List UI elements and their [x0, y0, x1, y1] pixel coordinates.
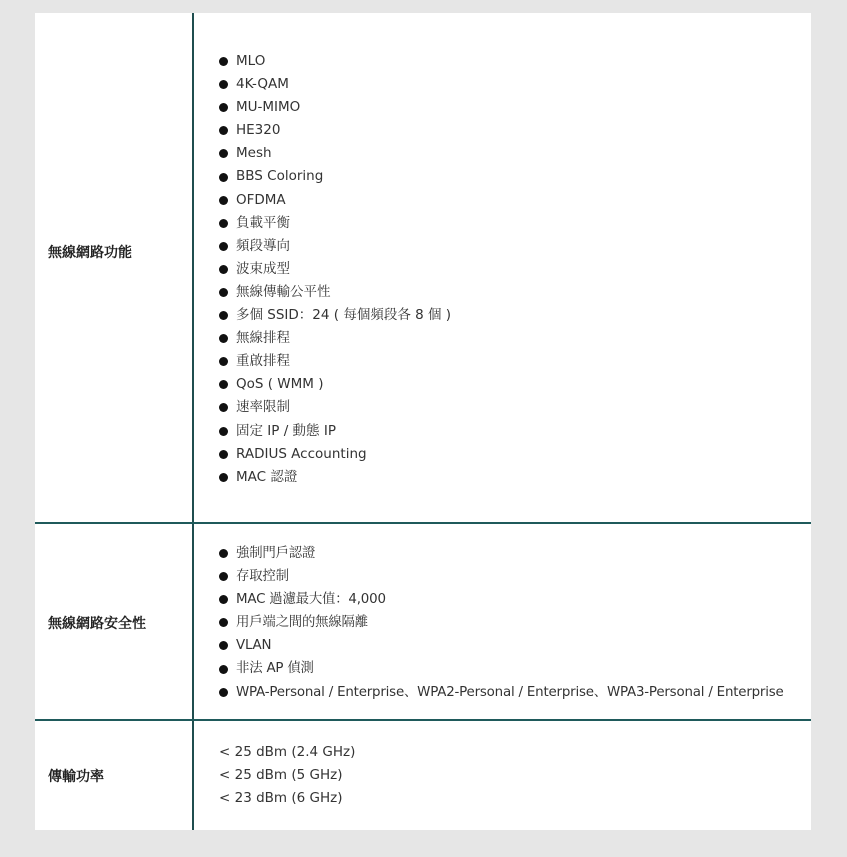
- list-item: [219, 50, 809, 73]
- list-item: [219, 327, 809, 350]
- bullet-icon: [219, 103, 228, 112]
- list-item-text: 多個 SSID：24 ( 每個頻段各 8 個 ): [236, 307, 452, 324]
- list-item-text: RADIUS Accounting: [236, 445, 367, 462]
- list-item: [219, 565, 809, 588]
- row-divider: [35, 719, 811, 721]
- list-item: [219, 96, 809, 119]
- list-item: [219, 73, 809, 96]
- bullet-icon: [219, 242, 228, 251]
- power-value: < 23 dBm (6 GHz): [219, 790, 343, 806]
- bullet-icon: [219, 357, 228, 366]
- wireless-features-list: [219, 50, 809, 489]
- transmit-power-cell: [219, 741, 809, 810]
- power-value: < 25 dBm (2.4 GHz): [219, 744, 356, 760]
- list-item-text: 負載平衡: [236, 214, 290, 231]
- list-item: [219, 634, 809, 657]
- list-item: [219, 304, 809, 327]
- list-item: [219, 420, 809, 443]
- bullet-icon: [219, 665, 228, 674]
- bullet-icon: [219, 196, 228, 205]
- list-item-text: 重啟排程: [236, 353, 290, 370]
- bullet-icon: [219, 80, 228, 89]
- list-item: [219, 350, 809, 373]
- list-item: [219, 443, 809, 466]
- list-item: [219, 657, 809, 680]
- list-item: [219, 681, 809, 704]
- list-item-text: 頻段導向: [236, 237, 290, 254]
- bullet-icon: [219, 572, 228, 581]
- bullet-icon: [219, 334, 228, 343]
- list-item-text: MU-MIMO: [236, 99, 301, 116]
- list-item: [219, 119, 809, 142]
- spec-table: [35, 13, 811, 830]
- list-item-text: 無線傳輸公平性: [236, 283, 331, 300]
- bullet-icon: [219, 311, 228, 320]
- bullet-icon: [219, 288, 228, 297]
- list-item-text: 強制門戶認證: [236, 546, 316, 561]
- list-item: [219, 396, 809, 419]
- list-item: [219, 373, 809, 396]
- list-item-text: VLAN: [236, 638, 272, 654]
- bullet-icon: [219, 641, 228, 650]
- list-item-text: 固定 IP / 動態 IP: [236, 422, 336, 439]
- row-label-wireless-security: 無線網路安全性: [48, 616, 146, 632]
- list-item: [219, 466, 809, 489]
- bullet-icon: [219, 173, 228, 182]
- row-label-wireless-features: 無線網路功能: [48, 245, 132, 261]
- row-label-transmit-power: 傳輸功率: [48, 769, 104, 785]
- list-item: [219, 235, 809, 258]
- bullet-icon: [219, 618, 228, 627]
- power-value: < 25 dBm (5 GHz): [219, 767, 343, 783]
- list-item: [219, 212, 809, 235]
- list-item: [219, 165, 809, 188]
- row-divider: [35, 522, 811, 524]
- list-item-text: 存取控制: [236, 569, 289, 585]
- list-item-text: WPA-Personal / Enterprise、WPA2-Personal / Enterprise、WPA3-Personal / Enterprise: [236, 684, 784, 700]
- list-item: [219, 258, 809, 281]
- list-item-text: 速率限制: [236, 399, 290, 416]
- list-item: [219, 611, 809, 634]
- list-item: [219, 588, 809, 611]
- list-item-text: 無線排程: [236, 330, 290, 347]
- list-item: [219, 542, 809, 565]
- list-item: [219, 281, 809, 304]
- bullet-icon: [219, 403, 228, 412]
- list-item-text: OFDMA: [236, 191, 286, 208]
- bullet-icon: [219, 549, 228, 558]
- bullet-icon: [219, 450, 228, 459]
- bullet-icon: [219, 219, 228, 228]
- bullet-icon: [219, 427, 228, 436]
- wireless-security-cell: [219, 542, 809, 704]
- wireless-security-list: [219, 542, 809, 704]
- column-divider: [192, 13, 194, 830]
- wireless-features-cell: [219, 50, 809, 489]
- list-item-text: MAC 認證: [236, 468, 298, 485]
- list-item-text: 4K-QAM: [236, 76, 289, 93]
- list-item-text: Mesh: [236, 145, 272, 162]
- list-item-text: QoS ( WMM ): [236, 376, 324, 393]
- list-item-text: 用戶端之間的無線隔離: [236, 615, 368, 631]
- bullet-icon: [219, 688, 228, 697]
- list-item-text: MAC 過濾最大值：4,000: [236, 592, 386, 608]
- list-item-text: 波束成型: [236, 260, 290, 277]
- list-item: [219, 142, 809, 165]
- bullet-icon: [219, 149, 228, 158]
- list-item-text: BBS Coloring: [236, 168, 324, 185]
- bullet-icon: [219, 595, 228, 604]
- bullet-icon: [219, 380, 228, 389]
- bullet-icon: [219, 473, 228, 482]
- bullet-icon: [219, 126, 228, 135]
- list-item-text: HE320: [236, 122, 281, 139]
- list-item-text: 非法 AP 偵測: [236, 661, 314, 677]
- bullet-icon: [219, 265, 228, 274]
- list-item: [219, 189, 809, 212]
- bullet-icon: [219, 57, 228, 66]
- list-item-text: MLO: [236, 53, 266, 69]
